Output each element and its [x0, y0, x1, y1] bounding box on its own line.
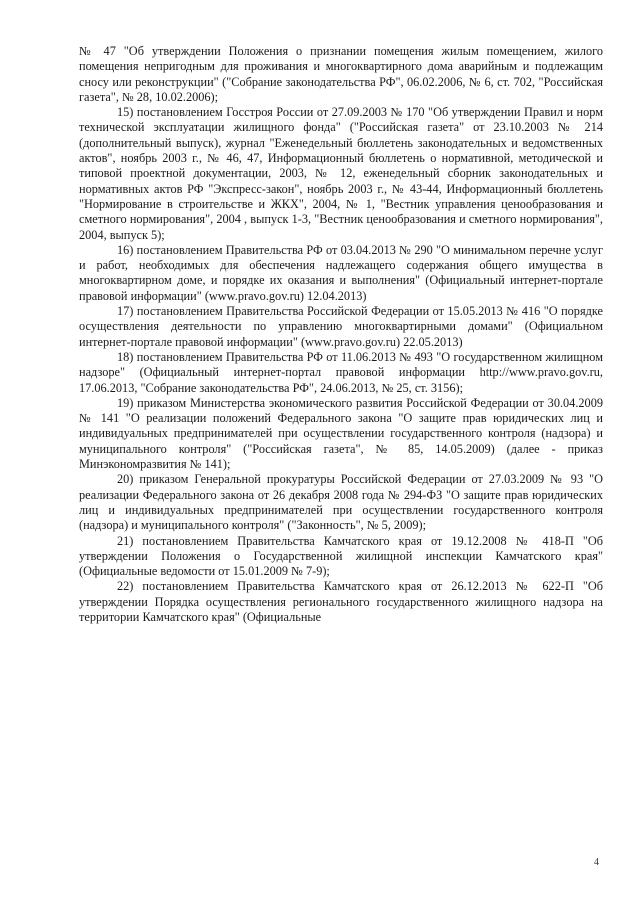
paragraph-item-22: 22) постановлением Правительства Камчатского края от 26.12.2013 № 622-П "Об утверждении Порядка осуществления регионального государственного жилищного надзора на территории Камчатского края" (Официальные: [79, 579, 603, 624]
paragraph-item-20: 20) приказом Генеральной прокуратуры Российской Федерации от 27.03.2009 № 93 "О реализации Федерального закона от 26 декабря 2008 года № 294-ФЗ "О защите прав юридических лиц и индивидуальных предпринимателей при осуществлении государственного контроля (надзора) и муниципального контроля" ("Законность", № 5, 2009);: [79, 472, 603, 533]
page-number: 4: [594, 857, 599, 868]
paragraph-item-17: 17) постановлением Правительства Российской Федерации от 15.05.2013 № 416 "О порядке осуществления деятельности по управлению многоквартирными домами" (Официальном интернет-портале правовой информации" (www.pravo.gov.ru) 22.05.2013): [79, 304, 603, 349]
paragraph-item-19: 19) приказом Министерства экономического развития Российской Федерации от 30.04.2009 № 141 "О реализации положений Федерального закона "О защите прав юридических лиц и индивидуальных предпринимателей при осуществлении государственного контроля (надзора) и муниципального контроля" ("Российская газета", № 85, 14.05.2009) (далее - приказ Минэкономразвития № 141);: [79, 395, 603, 472]
paragraph-item-18: 18) постановлением Правительства РФ от 11.06.2013 № 493 "О государственном жилищном надзоре" (Официальный интернет-портал правовой информации http://www.pravo.gov.ru, 17.06.2013, "Собрание законодательства РФ", 24.06.2013, № 25, ст. 3156);: [79, 349, 603, 395]
paragraph-item-15: 15) постановлением Госстроя России от 27.09.2003 № 170 "Об утверждении Правил и норм технической эксплуатации жилищного фонда" ("Российская газета" от 23.10.2003 № 214 (дополнительный выпуск), журнал "Еженедельный бюллетень законодательных и ведомственных актов", ноябрь 2003 г., № 46, 47, Информационный бюллетень о нормативной, методической и типовой проектной документации, 2003, № 12, еженедельный сборник законодательных и нормативных актов РФ "Экспресс-закон", ноябрь 2003 г., № 43-44, Информационный бюллетень "Нормирование в строительстве и ЖКХ", 2004, № 1, "Вестник управления ценообразования и сметного нормирования", 2004 , выпуск 1-3, "Вестник ценообразования и сметного нормирования", 2004, выпуск 5);: [79, 105, 603, 242]
document-body: [79, 44, 603, 625]
paragraph-item-16: 16) постановлением Правительства РФ от 03.04.2013 № 290 "О минимальном перечне услуг и работ, необходимых для обеспечения надлежащего содержания общего имущества в многоквартирном доме, и порядке их оказания и выполнения" (Официальный интернет-портале правовой информации" (www.pravo.gov.ru) 12.04.2013): [79, 242, 603, 303]
paragraph-item-21: 21) постановлением Правительства Камчатского края от 19.12.2008 № 418-П "Об утверждении Положения о Государственной жилищной инспекции Камчатского края" (Официальные ведомости от 15.01.2009 № 7-9);: [79, 533, 603, 579]
paragraph-continuation: № 47 "Об утверждении Положения о признании помещения жилым помещением, жилого помещения непригодным для проживания и многоквартирного дома аварийным и подлежащим сносу или реконструкции" ("Собрание законодательства РФ", 06.02.2006, № 6, ст. 702, "Российская газета", № 28, 10.02.2006);: [79, 44, 603, 104]
